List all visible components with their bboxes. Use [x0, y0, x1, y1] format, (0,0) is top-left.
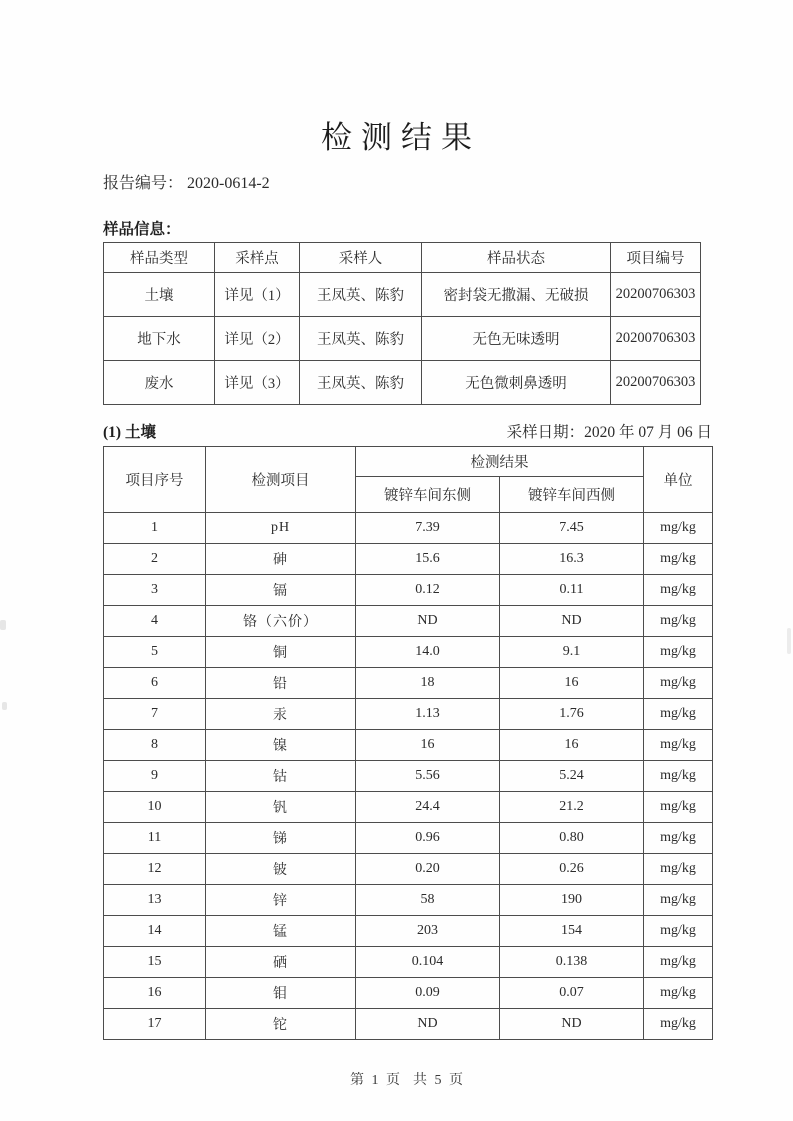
cell: 详见（1） — [215, 273, 300, 317]
cell: 1 — [104, 513, 206, 544]
cell: 地下水 — [104, 317, 215, 361]
cell: 16 — [500, 730, 644, 761]
cell: pH — [206, 513, 356, 544]
cell: 14 — [104, 916, 206, 947]
table-row — [104, 823, 713, 854]
cell: 铊 — [206, 1009, 356, 1040]
cell: mg/kg — [644, 978, 713, 1009]
cell: ND — [500, 1009, 644, 1040]
cell: 详见（2） — [215, 317, 300, 361]
cell: 0.96 — [356, 823, 500, 854]
col-item-index: 项目序号 — [104, 447, 206, 513]
col-project-no: 项目编号 — [611, 243, 701, 273]
table-row — [104, 317, 701, 361]
cell: 7.45 — [500, 513, 644, 544]
table-row — [104, 947, 713, 978]
col-group-results: 检测结果 — [356, 447, 644, 477]
cell: 废水 — [104, 361, 215, 405]
cell: 钴 — [206, 761, 356, 792]
cell: 王凤英、陈豹 — [300, 273, 422, 317]
cell: 58 — [356, 885, 500, 916]
cell: 16 — [500, 668, 644, 699]
cell: 镍 — [206, 730, 356, 761]
cell: 154 — [500, 916, 644, 947]
cell: 土壤 — [104, 273, 215, 317]
cell: 汞 — [206, 699, 356, 730]
cell: 12 — [104, 854, 206, 885]
cell: 铬（六价） — [206, 606, 356, 637]
cell: 钼 — [206, 978, 356, 1009]
table-row — [104, 668, 713, 699]
cell: 20200706303 — [611, 361, 701, 405]
cell: 24.4 — [356, 792, 500, 823]
cell: 7 — [104, 699, 206, 730]
cell: mg/kg — [644, 854, 713, 885]
cell: 6 — [104, 668, 206, 699]
col-sample-status: 样品状态 — [422, 243, 611, 273]
cell: 钒 — [206, 792, 356, 823]
table-row — [104, 575, 713, 606]
soil-results-table — [103, 446, 713, 1040]
cell: 9.1 — [500, 637, 644, 668]
table-row — [104, 273, 701, 317]
cell: 11 — [104, 823, 206, 854]
cell: 密封袋无撒漏、无破损 — [422, 273, 611, 317]
cell: mg/kg — [644, 947, 713, 978]
cell: 无色无味透明 — [422, 317, 611, 361]
header-group-row — [104, 447, 713, 477]
sample-info-heading: 样品信息： — [103, 221, 181, 238]
table-row — [104, 885, 713, 916]
cell: 16.3 — [500, 544, 644, 575]
col-sample-type: 样品类型 — [104, 243, 215, 273]
cell: 详见（3） — [215, 361, 300, 405]
cell: 0.20 — [356, 854, 500, 885]
cell: 4 — [104, 606, 206, 637]
soil-section-title: (1) 土壤 — [103, 424, 156, 441]
cell: 王凤英、陈豹 — [300, 317, 422, 361]
scan-smudge — [2, 702, 7, 710]
cell: mg/kg — [644, 792, 713, 823]
cell: 18 — [356, 668, 500, 699]
col-test-item: 检测项目 — [206, 447, 356, 513]
cell: 20200706303 — [611, 273, 701, 317]
cell: 0.80 — [500, 823, 644, 854]
table-row — [104, 513, 713, 544]
page-title: 检测结果 — [321, 120, 481, 155]
cell: 1.13 — [356, 699, 500, 730]
table-row — [104, 916, 713, 947]
table-row — [104, 699, 713, 730]
cell: 15 — [104, 947, 206, 978]
cell: 铅 — [206, 668, 356, 699]
table-row — [104, 606, 713, 637]
col-unit: 单位 — [644, 447, 713, 513]
cell: 8 — [104, 730, 206, 761]
cell: ND — [500, 606, 644, 637]
cell: 5 — [104, 637, 206, 668]
cell: 硒 — [206, 947, 356, 978]
col-sampling-point: 采样点 — [215, 243, 300, 273]
cell: mg/kg — [644, 668, 713, 699]
cell: 砷 — [206, 544, 356, 575]
cell: 0.26 — [500, 854, 644, 885]
cell: 0.11 — [500, 575, 644, 606]
cell: 15.6 — [356, 544, 500, 575]
sample-info-table — [103, 242, 701, 405]
cell: 1.76 — [500, 699, 644, 730]
cell: mg/kg — [644, 916, 713, 947]
cell: 锌 — [206, 885, 356, 916]
cell: mg/kg — [644, 637, 713, 668]
document-body — [103, 170, 712, 1089]
cell: mg/kg — [644, 575, 713, 606]
cell: 0.104 — [356, 947, 500, 978]
cell: 10 — [104, 792, 206, 823]
report-number-value: 2020-0614-2 — [187, 175, 270, 192]
table-row — [104, 730, 713, 761]
cell: 铍 — [206, 854, 356, 885]
cell: 锑 — [206, 823, 356, 854]
cell: 190 — [500, 885, 644, 916]
scan-smudge — [787, 628, 791, 654]
cell: 0.12 — [356, 575, 500, 606]
cell: 16 — [104, 978, 206, 1009]
header-row — [104, 243, 701, 273]
cell: 20200706303 — [611, 317, 701, 361]
cell: 5.24 — [500, 761, 644, 792]
report-number-label: 报告编号： — [103, 175, 184, 192]
table-row — [104, 792, 713, 823]
cell: mg/kg — [644, 606, 713, 637]
cell: 17 — [104, 1009, 206, 1040]
cell: 0.07 — [500, 978, 644, 1009]
cell: mg/kg — [644, 730, 713, 761]
cell: ND — [356, 606, 500, 637]
sampling-date: 采样日期：2020 年 07 月 06 日 — [506, 424, 712, 441]
cell: 无色微刺鼻透明 — [422, 361, 611, 405]
cell: 2 — [104, 544, 206, 575]
cell: 锰 — [206, 916, 356, 947]
soil-section-header — [103, 420, 712, 442]
cell: 3 — [104, 575, 206, 606]
cell: mg/kg — [644, 513, 713, 544]
table-row — [104, 1009, 713, 1040]
table-row — [104, 761, 713, 792]
cell: 5.56 — [356, 761, 500, 792]
cell: 0.138 — [500, 947, 644, 978]
cell: mg/kg — [644, 885, 713, 916]
scan-smudge — [0, 620, 6, 630]
cell: 镉 — [206, 575, 356, 606]
col-workshop-west: 镀锌车间西侧 — [500, 477, 644, 513]
col-sampler: 采样人 — [300, 243, 422, 273]
cell: 0.09 — [356, 978, 500, 1009]
cell: 21.2 — [500, 792, 644, 823]
table-row — [104, 544, 713, 575]
cell: mg/kg — [644, 699, 713, 730]
report-number-line — [103, 170, 712, 193]
table-row — [104, 637, 713, 668]
table-row — [104, 978, 713, 1009]
cell: 9 — [104, 761, 206, 792]
cell: 王凤英、陈豹 — [300, 361, 422, 405]
cell: 203 — [356, 916, 500, 947]
cell: 13 — [104, 885, 206, 916]
col-workshop-east: 镀锌车间东侧 — [356, 477, 500, 513]
cell: mg/kg — [644, 823, 713, 854]
cell: 14.0 — [356, 637, 500, 668]
cell: 铜 — [206, 637, 356, 668]
table-row — [104, 361, 701, 405]
cell: 7.39 — [356, 513, 500, 544]
cell: ND — [356, 1009, 500, 1040]
cell: mg/kg — [644, 761, 713, 792]
cell: mg/kg — [644, 1009, 713, 1040]
page-number-footer: 第 1 页 共 5 页 — [350, 1073, 465, 1088]
cell: 16 — [356, 730, 500, 761]
table-row — [104, 854, 713, 885]
cell: mg/kg — [644, 544, 713, 575]
